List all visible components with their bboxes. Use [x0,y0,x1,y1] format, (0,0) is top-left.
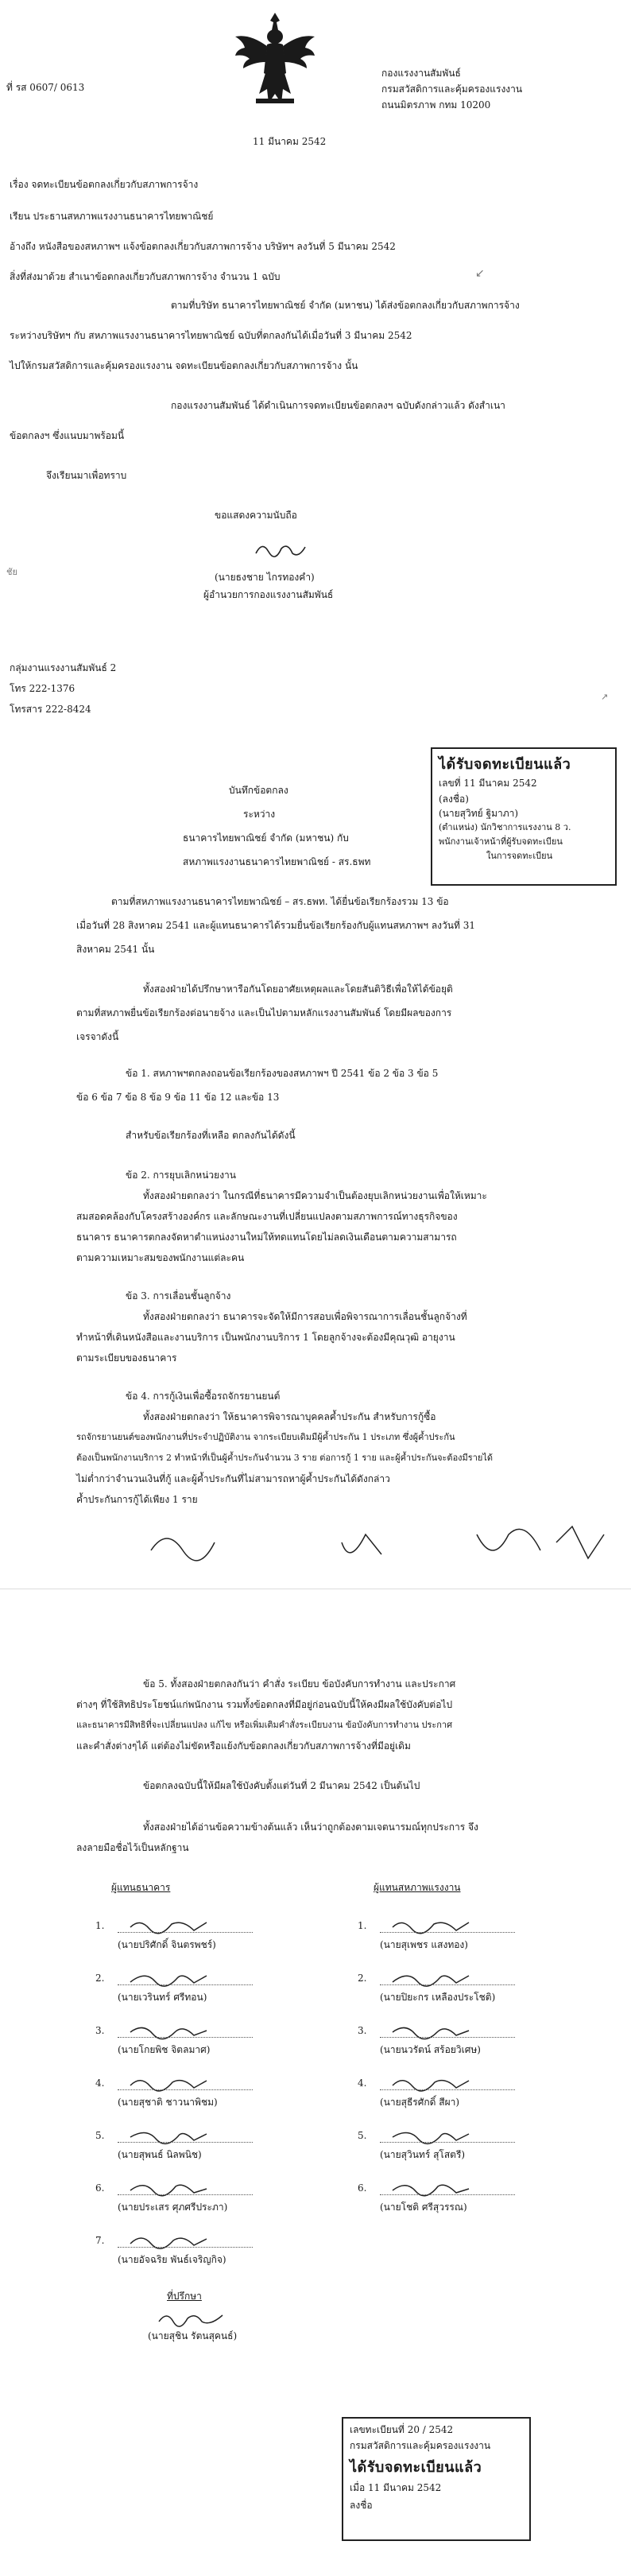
org-name: กองแรงงานสัมพันธ์ [381,68,461,79]
director-signature [253,537,308,561]
letter-recipient: เรียน ประธานสหภาพแรงงานธนาคารไทยพาณิชย์ [10,211,214,222]
signature-number: 4. [358,2077,367,2089]
memo-intro2-line1: ทั้งสองฝ่ายได้ปรึกษาหารือกันโดยอาศัยเหตุผลและโดยสันติวิธีเพื่อให้ได้ข้อยุติ [143,983,453,995]
signature-line [118,2026,253,2038]
signature-line [380,1921,515,1933]
stamp-officer-role: พนักงานเจ้าหน้าที่ผู้รับจดทะเบียน [439,836,563,847]
letter-enclosure: สิ่งที่ส่งมาด้วย สำเนาข้อตกลงเกี่ยวกับสภาพการจ้าง จำนวน 1 ฉบับ [10,271,281,282]
letter-date: 11 มีนาคม 2542 [253,136,327,147]
item2-line4: ตามความเหมาะสมของพนักงานแต่ละคน [76,1252,245,1263]
letter-para1-line2: ระหว่างบริษัทฯ กับ สหภาพแรงงานธนาคารไทยพาณิชย์ ฉบับที่ตกลงกันได้เมื่อวันที่ 3 มีนาคม 2542 [10,330,412,341]
signatory-name: (นายนวรัตน์ สร้อยวิเศษ) [380,2044,481,2055]
signatory-name: (นายสุชาติ ชาวนาพิชม) [118,2097,218,2108]
pencil-mark: ↙ [475,267,485,280]
stamp2-date: เมื่อ 11 มีนาคม 2542 [350,2482,442,2493]
stamp-note: ในการจดทะเบียน [486,851,553,861]
agreement-line1: ทั้งสองฝ่ายได้อ่านข้อความข้างต้นแล้ว เห็นว่าถูกต้องตามเจตนารมณ์ทุกประการ จึง [143,1821,478,1833]
signatory-name: (นายสุวินทร์ สุโสตรี) [380,2149,466,2160]
stamp2-number: เลขทะเบียนที่ 20 / 2542 [350,2424,454,2435]
item5-line1: ข้อ 5. ทั้งสองฝ่ายตกลงกันว่า คำสั่ง ระเบียบ ข้อบังคับการทำงาน และประกาศ [143,1678,456,1690]
memo-party2: สหภาพแรงงานธนาคารไทยพาณิชย์ - สร.ธพท [183,856,371,867]
letter-para2-line2: ข้อตกลงฯ ซึ่งแนบมาพร้อมนี้ [10,430,125,441]
signature-line [118,2236,253,2248]
letter-subject: เรื่อง จดทะเบียนข้อตกลงเกี่ยวกับสภาพการจ้าง [10,179,199,190]
signature-number: 7. [95,2235,105,2246]
signatory-name: (นายสุพนธ์ นิลพนิช) [118,2149,202,2160]
page-initials [143,1519,620,1574]
signer-title: ผู้อำนวยการกองแรงงานสัมพันธ์ [203,589,334,600]
signatory-name: (นายปริศักดิ์ จินตรพชร์) [118,1939,216,1950]
stamp-date: เลขที่ 11 มีนาคม 2542 [439,778,537,789]
stamp2-title: ได้รับจดทะเบียนแล้ว [350,2459,482,2476]
closing-request: จึงเรียนมาเพื่อทราบ [46,470,127,481]
signatory-name: (นายประเสร ศุภศรีประภา) [118,2202,228,2213]
item3-line3: ตามระเบียบของธนาคาร [76,1352,177,1364]
memo-intro-line2: เมื่อวันที่ 28 สิงหาคม 2541 และผู้แทนธนาคารได้รวมยื่นข้อเรียกร้องกับผู้แทนสหภาพฯ ลงวันที่ 31 [76,920,475,931]
registration-stamp-2 [342,2417,531,2541]
signatory-name: (นายสุเพชร แสงทอง) [380,1939,468,1950]
item1-line1: ข้อ 1. สหภาพฯตกลงถอนข้อเรียกร้องของสหภาพฯ ปี 2541 ข้อ 2 ข้อ 3 ข้อ 5 [126,1068,439,1079]
signature-line [380,2131,515,2143]
stamp2-signed: ลงชื่อ [350,2500,373,2511]
signature-line [118,1921,253,1933]
signature-line [380,1973,515,1985]
item4-line3: ต้องเป็นพนักงานบริการ 2 ทำหน้าที่เป็นผู้ค้ำประกันจำนวน 3 ราย ต่อการกู้ 1 ราย และผู้ค้ำประกันจะต้องมีรายได้ [76,1453,494,1463]
fax-number: โทรสาร 222-8424 [10,704,91,715]
item4-line1: ทั้งสองฝ่ายตกลงว่า ให้ธนาคารพิจารณาบุคคลค้ำประกัน สำหรับการกู้ซื้อ [143,1411,436,1422]
memo-title: บันทึกข้อตกลง [229,785,288,796]
signature-line [380,2026,515,2038]
item4-title: ข้อ 4. การกู้เงินเพื่อซื้อรถจักรยานยนต์ [126,1391,281,1402]
signature-number: 1. [95,1920,105,1931]
union-reps-header: ผู้แทนสหภาพแรงงาน [374,1882,461,1893]
signature-number: 3. [95,2025,105,2036]
item3-line2: ทำหน้าที่เดินหนังสือและงานบริการ เป็นพนักงานบริการ 1 โดยลูกจ้างจะต้องมีคุณวุฒิ อายุงาน [76,1332,455,1343]
advisor-name: (นายสุชิน รัตนสุคนธ์) [148,2330,238,2341]
signatory-name: (นายโชติ ศรีสุวรรณ) [380,2202,467,2213]
item3-line1: ทั้งสองฝ่ายตกลงว่า ธนาคารจะจัดให้มีการสอบเพื่อพิจารณาการเลื่อนชั้นลูกจ้างที่ [143,1311,467,1322]
signature-number: 1. [358,1920,367,1931]
pencil-note: ชัย [6,567,17,577]
signature-number: 6. [95,2182,105,2194]
stamp-title: ได้รับจดทะเบียนแล้ว [439,756,571,773]
signature-line [118,2131,253,2143]
stamp-officer-position: (ตำแหน่ง) นักวิชาการแรงงาน 8 ว. [439,822,571,832]
bank-reps-header: ผู้แทนธนาคาร [111,1882,171,1893]
signature-number: 4. [95,2077,105,2089]
memo-intro2-line2: ตามที่สหภาพยื่นข้อเรียกร้องต่อนายจ้าง และเป็นไปตามหลักแรงงานสัมพันธ์ โดยมีผลของการ [76,1007,452,1018]
signatory-name: (นายอัจฉริย พันธ์เจริญกิจ) [118,2254,226,2265]
item3-title: ข้อ 3. การเลื่อนชั้นลูกจ้าง [126,1290,231,1302]
signature-line [380,2078,515,2090]
phone-number: โทร 222-1376 [10,683,75,694]
signature-line [118,1973,253,1985]
signatory-name: (นายปิยะกร เหลืองประโชติ) [380,1992,496,2003]
org-department: กรมสวัสดิการและคุ้มครองแรงงาน [381,83,523,95]
item5-line3: และธนาคารมีสิทธิที่จะเปลี่ยนแปลง แก้ไข หรือเพิ่มเติมคำสั่งระเบียบงาน ข้อบังคับการทำงาน ประกาศ [76,1720,453,1730]
advisor-signature [156,2309,227,2328]
signatory-name: (นายเวรินทร์ ศรีทอน) [118,1992,207,2003]
signature-line [380,2183,515,2195]
item5-line4: และคำสั่งต่างๆได้ แต่ต้องไม่ขัดหรือแย้งกับข้อตกลงเกี่ยวกับสภาพการจ้างที่มีอยู่เดิม [76,1740,411,1752]
item1-line2: ข้อ 6 ข้อ 7 ข้อ 8 ข้อ 9 ข้อ 11 ข้อ 12 และข้อ 13 [76,1092,280,1103]
memo-party1: ธนาคารไทยพาณิชย์ จำกัด (มหาชน) กับ [183,832,349,844]
letter-para2-line1: กองแรงงานสัมพันธ์ ได้ดำเนินการจดทะเบียนข้อตกลงฯ ฉบับดังกล่าวแล้ว ดังสำเนา [171,400,505,411]
item2-line2: สมสอดคล้องกับโครงสร้างองค์กร และลักษณะงานที่เปลี่ยนแปลงตามสภาพการณ์ทางธุรกิจของ [76,1211,458,1222]
org-address: ถนนมิตรภาพ กทม 10200 [381,99,491,111]
pencil-mark: ↗ [601,692,609,702]
closing-salutation: ขอแสดงความนับถือ [215,510,297,521]
letter-reference: อ้างถึง หนังสือของสหภาพฯ แจ้งข้อตกลงเกี่ยวกับสภาพการจ้าง บริษัทฯ ลงวันที่ 5 มีนาคม 2542 [10,241,396,252]
signature-number: 3. [358,2025,367,2036]
letter-para1-line3: ไปให้กรมสวัสดิการและคุ้มครองแรงงาน จดทะเบียนข้อตกลงเกี่ยวกับสภาพการจ้าง นั้น [10,360,358,371]
registration-stamp [431,747,617,886]
item2-line3: ธนาคาร ธนาคารตกลงจัดหาตำแหน่งงานใหม่ให้ทดแทนโดยไม่ลดเงินเดือนตามความสามารถ [76,1232,457,1243]
signature-number: 6. [358,2182,367,2194]
memo-intro-line3: สิงหาคม 2541 นั้น [76,944,155,955]
letter-para1-line1: ตามที่บริษัท ธนาคารไทยพาณิชย์ จำกัด (มหาชน) ได้ส่งข้อตกลงเกี่ยวกับสภาพการจ้าง [171,300,520,311]
item2-line1: ทั้งสองฝ่ายตกลงว่า ในกรณีที่ธนาคารมีความจำเป็นต้องยุบเลิกหน่วยงานเพื่อให้เหมาะ [143,1190,487,1201]
signatory-name: (นายโกยพิช จิตลมาศ) [118,2044,211,2055]
signature-number: 2. [95,1973,105,1984]
signer-name: (นายธงชาย ไกรทองคำ) [215,572,315,583]
item4-line4: ไม่ต่ำกว่าจำนวนเงินที่กู้ และผู้ค้ำประกันที่ไม่สามารถหาผู้ค้ำประกันได้ดังกล่าว [76,1473,390,1484]
memo-intro2-line3: เจรจาดังนี้ [76,1031,119,1042]
agreement-line2: ลงลายมือชื่อไว้เป็นหลักฐาน [76,1842,189,1853]
stamp-signed: (ลงชื่อ) [439,793,469,805]
signatory-name: (นายสุธีรศักดิ์ สีผา) [380,2097,460,2108]
advisor-header: ที่ปรึกษา [167,2291,202,2302]
item5-line2: ต่างๆ ที่ใช้สิทธิประโยชน์แก่พนักงาน รวมทั้งข้อตกลงที่มีอยู่ก่อนฉบับนี้ให้คงมีผลใช้บังคับต่อไป [76,1699,453,1710]
signature-line [118,2078,253,2090]
effective-date: ข้อตกลงฉบับนี้ให้มีผลใช้บังคับตั้งแต่วันที่ 2 มีนาคม 2542 เป็นต้นไป [143,1780,420,1791]
memo-between: ระหว่าง [243,809,276,820]
item2-title: ข้อ 2. การยุบเลิกหน่วยงาน [126,1170,236,1181]
item4-line5: ค้ำประกันการกู้ได้เพียง 1 ราย [76,1494,198,1505]
section-name: กลุ่มงานแรงงานสัมพันธ์ 2 [10,662,117,673]
memo-intro-line1: ตามที่สหภาพแรงงานธนาคารไทยพาณิชย์ – สร.ธพท. ได้ยื่นข้อเรียกร้องรวม 13 ข้อ [111,896,449,907]
garuda-emblem [232,10,318,108]
stamp-officer-name: (นายสุวิทย์ ฐิมาภา) [439,808,519,819]
stamp2-department: กรมสวัสดิการและคุ้มครองแรงงาน [350,2440,491,2451]
signature-number: 5. [358,2130,367,2141]
signature-number: 2. [358,1973,367,1984]
signature-number: 5. [95,2130,105,2141]
signature-line [118,2183,253,2195]
remaining-items: สำหรับข้อเรียกร้องที่เหลือ ตกลงกันได้ดังนี้ [126,1130,296,1141]
item4-line2: รถจักรยานยนต์ของพนักงานที่ประจำปฏิบัติงาน จากระเบียบเดิมมีผู้ค้ำประกัน 1 ประเภท ซึ่งผู้ค้ำประกัน [76,1432,455,1442]
reference-number: ที่ รส 0607/ 0613 [6,82,85,93]
